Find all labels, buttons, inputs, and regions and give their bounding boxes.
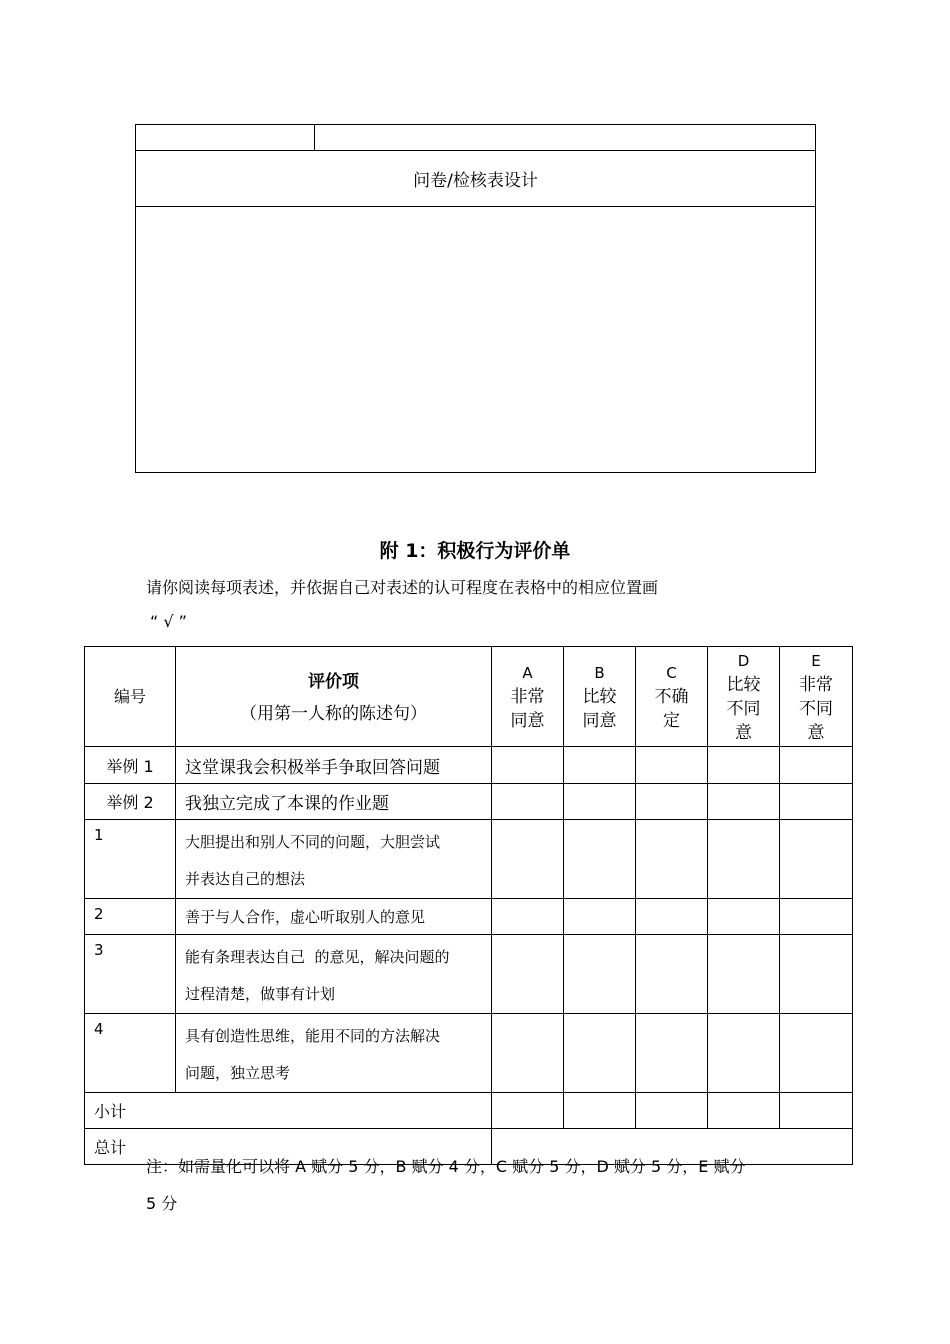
option-c-header	[636, 647, 708, 747]
table-row	[85, 899, 853, 935]
option-letter: E	[811, 651, 821, 670]
option-label-line: 不同	[726, 698, 761, 719]
answer-cell[interactable]	[492, 935, 564, 1014]
row-number: 1	[85, 820, 176, 899]
option-letter: C	[666, 663, 677, 682]
header-item	[176, 647, 492, 747]
row-statement	[176, 820, 492, 899]
answer-cell[interactable]	[492, 784, 564, 820]
row-number: 3	[85, 935, 176, 1014]
option-label-line: 比较	[582, 686, 617, 707]
note-line: 注：如需量化可以将 A 赋分 5 分，B 赋分 4 分，C 赋分 5 分，D 赋分 5 分，E 赋分	[146, 1157, 746, 1176]
answer-cell[interactable]	[564, 784, 636, 820]
option-b-header	[564, 647, 636, 747]
answer-cell[interactable]	[636, 784, 708, 820]
answer-cell[interactable]	[564, 820, 636, 899]
subtotal-cell[interactable]	[780, 1093, 853, 1129]
statement-line: 能有条理表达自己 的意见，解决问题的	[185, 948, 450, 966]
header-row	[85, 647, 853, 747]
answer-cell[interactable]	[780, 747, 853, 784]
answer-cell[interactable]	[636, 1014, 708, 1093]
subtotal-cell[interactable]	[708, 1093, 780, 1129]
scoring-note	[146, 1148, 826, 1222]
answer-cell[interactable]	[780, 899, 853, 935]
statement-line: 并表达自己的想法	[185, 870, 306, 888]
header-code: 编号	[85, 647, 176, 747]
appendix-instruction: 请你阅读每项表述，并依据自己对表述的认可程度在表格中的相应位置画	[146, 578, 659, 597]
answer-cell[interactable]	[492, 1014, 564, 1093]
subtotal-cell[interactable]	[636, 1093, 708, 1129]
example-code: 举例 2	[85, 784, 176, 820]
answer-cell[interactable]	[492, 747, 564, 784]
option-label-line: 同意	[510, 710, 545, 731]
design-table-cell-empty-left	[136, 125, 315, 151]
check-mark-quote: “ √ ”	[150, 612, 187, 631]
statement-line: 问题，独立思考	[185, 1064, 291, 1082]
option-a-header	[492, 647, 564, 747]
answer-cell[interactable]	[492, 820, 564, 899]
header-item-title: 评价项	[308, 671, 359, 692]
answer-cell[interactable]	[708, 1014, 780, 1093]
answer-cell[interactable]	[708, 747, 780, 784]
row-statement	[176, 935, 492, 1014]
subtotal-label: 小计	[85, 1093, 492, 1129]
answer-cell[interactable]	[636, 899, 708, 935]
answer-cell[interactable]	[564, 935, 636, 1014]
answer-cell[interactable]	[636, 935, 708, 1014]
design-table	[135, 124, 816, 473]
option-label-line: 不确	[654, 686, 689, 707]
option-label-line: 同意	[582, 710, 617, 731]
option-letter: B	[594, 663, 605, 682]
header-item-subtitle: （用第一人称的陈述句）	[240, 703, 427, 724]
table-row	[85, 784, 853, 820]
design-table-title: 问卷/检核表设计	[136, 151, 816, 207]
answer-cell[interactable]	[636, 747, 708, 784]
option-letter: D	[737, 651, 750, 670]
statement-line: 具有创造性思维，能用不同的方法解决	[185, 1027, 441, 1045]
answer-cell[interactable]	[564, 899, 636, 935]
option-label-line: 定	[663, 710, 680, 731]
option-label-line: 不同	[799, 698, 833, 719]
option-label-line: 非常	[510, 686, 545, 707]
table-row	[85, 935, 853, 1014]
subtotal-row	[85, 1093, 853, 1129]
total-label: 总计	[85, 1129, 492, 1165]
appendix-heading: 附 1：积极行为评价单	[379, 540, 571, 562]
subtotal-cell[interactable]	[492, 1093, 564, 1129]
option-label-line: 比较	[726, 674, 761, 695]
row-statement	[176, 1014, 492, 1093]
statement-line: 善于与人合作，虚心听取别人的意见	[185, 908, 426, 926]
answer-cell[interactable]	[780, 1014, 853, 1093]
option-label-line: 非常	[799, 674, 833, 695]
option-letter: A	[522, 663, 533, 682]
answer-cell[interactable]	[708, 784, 780, 820]
answer-cell[interactable]	[636, 820, 708, 899]
table-row	[85, 747, 853, 784]
design-table-cell-empty-right	[315, 125, 816, 151]
answer-cell[interactable]	[708, 935, 780, 1014]
example-text: 我独立完成了本课的作业题	[176, 784, 492, 820]
answer-cell[interactable]	[708, 899, 780, 935]
row-statement	[176, 899, 492, 935]
answer-cell[interactable]	[492, 899, 564, 935]
table-row	[85, 820, 853, 899]
option-d-header	[708, 647, 780, 747]
option-e-header	[780, 647, 853, 747]
option-label-line: 意	[735, 722, 752, 743]
subtotal-cell[interactable]	[564, 1093, 636, 1129]
option-label-line: 意	[807, 722, 825, 743]
row-number: 4	[85, 1014, 176, 1093]
answer-cell[interactable]	[780, 820, 853, 899]
answer-cell[interactable]	[564, 1014, 636, 1093]
example-code: 举例 1	[85, 747, 176, 784]
answer-cell[interactable]	[780, 784, 853, 820]
answer-cell[interactable]	[780, 935, 853, 1014]
statement-line: 大胆提出和别人不同的问题，大胆尝试	[185, 833, 441, 851]
evaluation-table	[84, 646, 853, 1165]
statement-line: 过程清楚，做事有计划	[185, 985, 336, 1003]
design-table-content-area	[136, 207, 816, 473]
example-text: 这堂课我会积极举手争取回答问题	[176, 747, 492, 784]
row-number: 2	[85, 899, 176, 935]
table-row	[85, 1014, 853, 1093]
note-line: 5 分	[146, 1194, 178, 1213]
answer-cell[interactable]	[564, 747, 636, 784]
answer-cell[interactable]	[708, 820, 780, 899]
